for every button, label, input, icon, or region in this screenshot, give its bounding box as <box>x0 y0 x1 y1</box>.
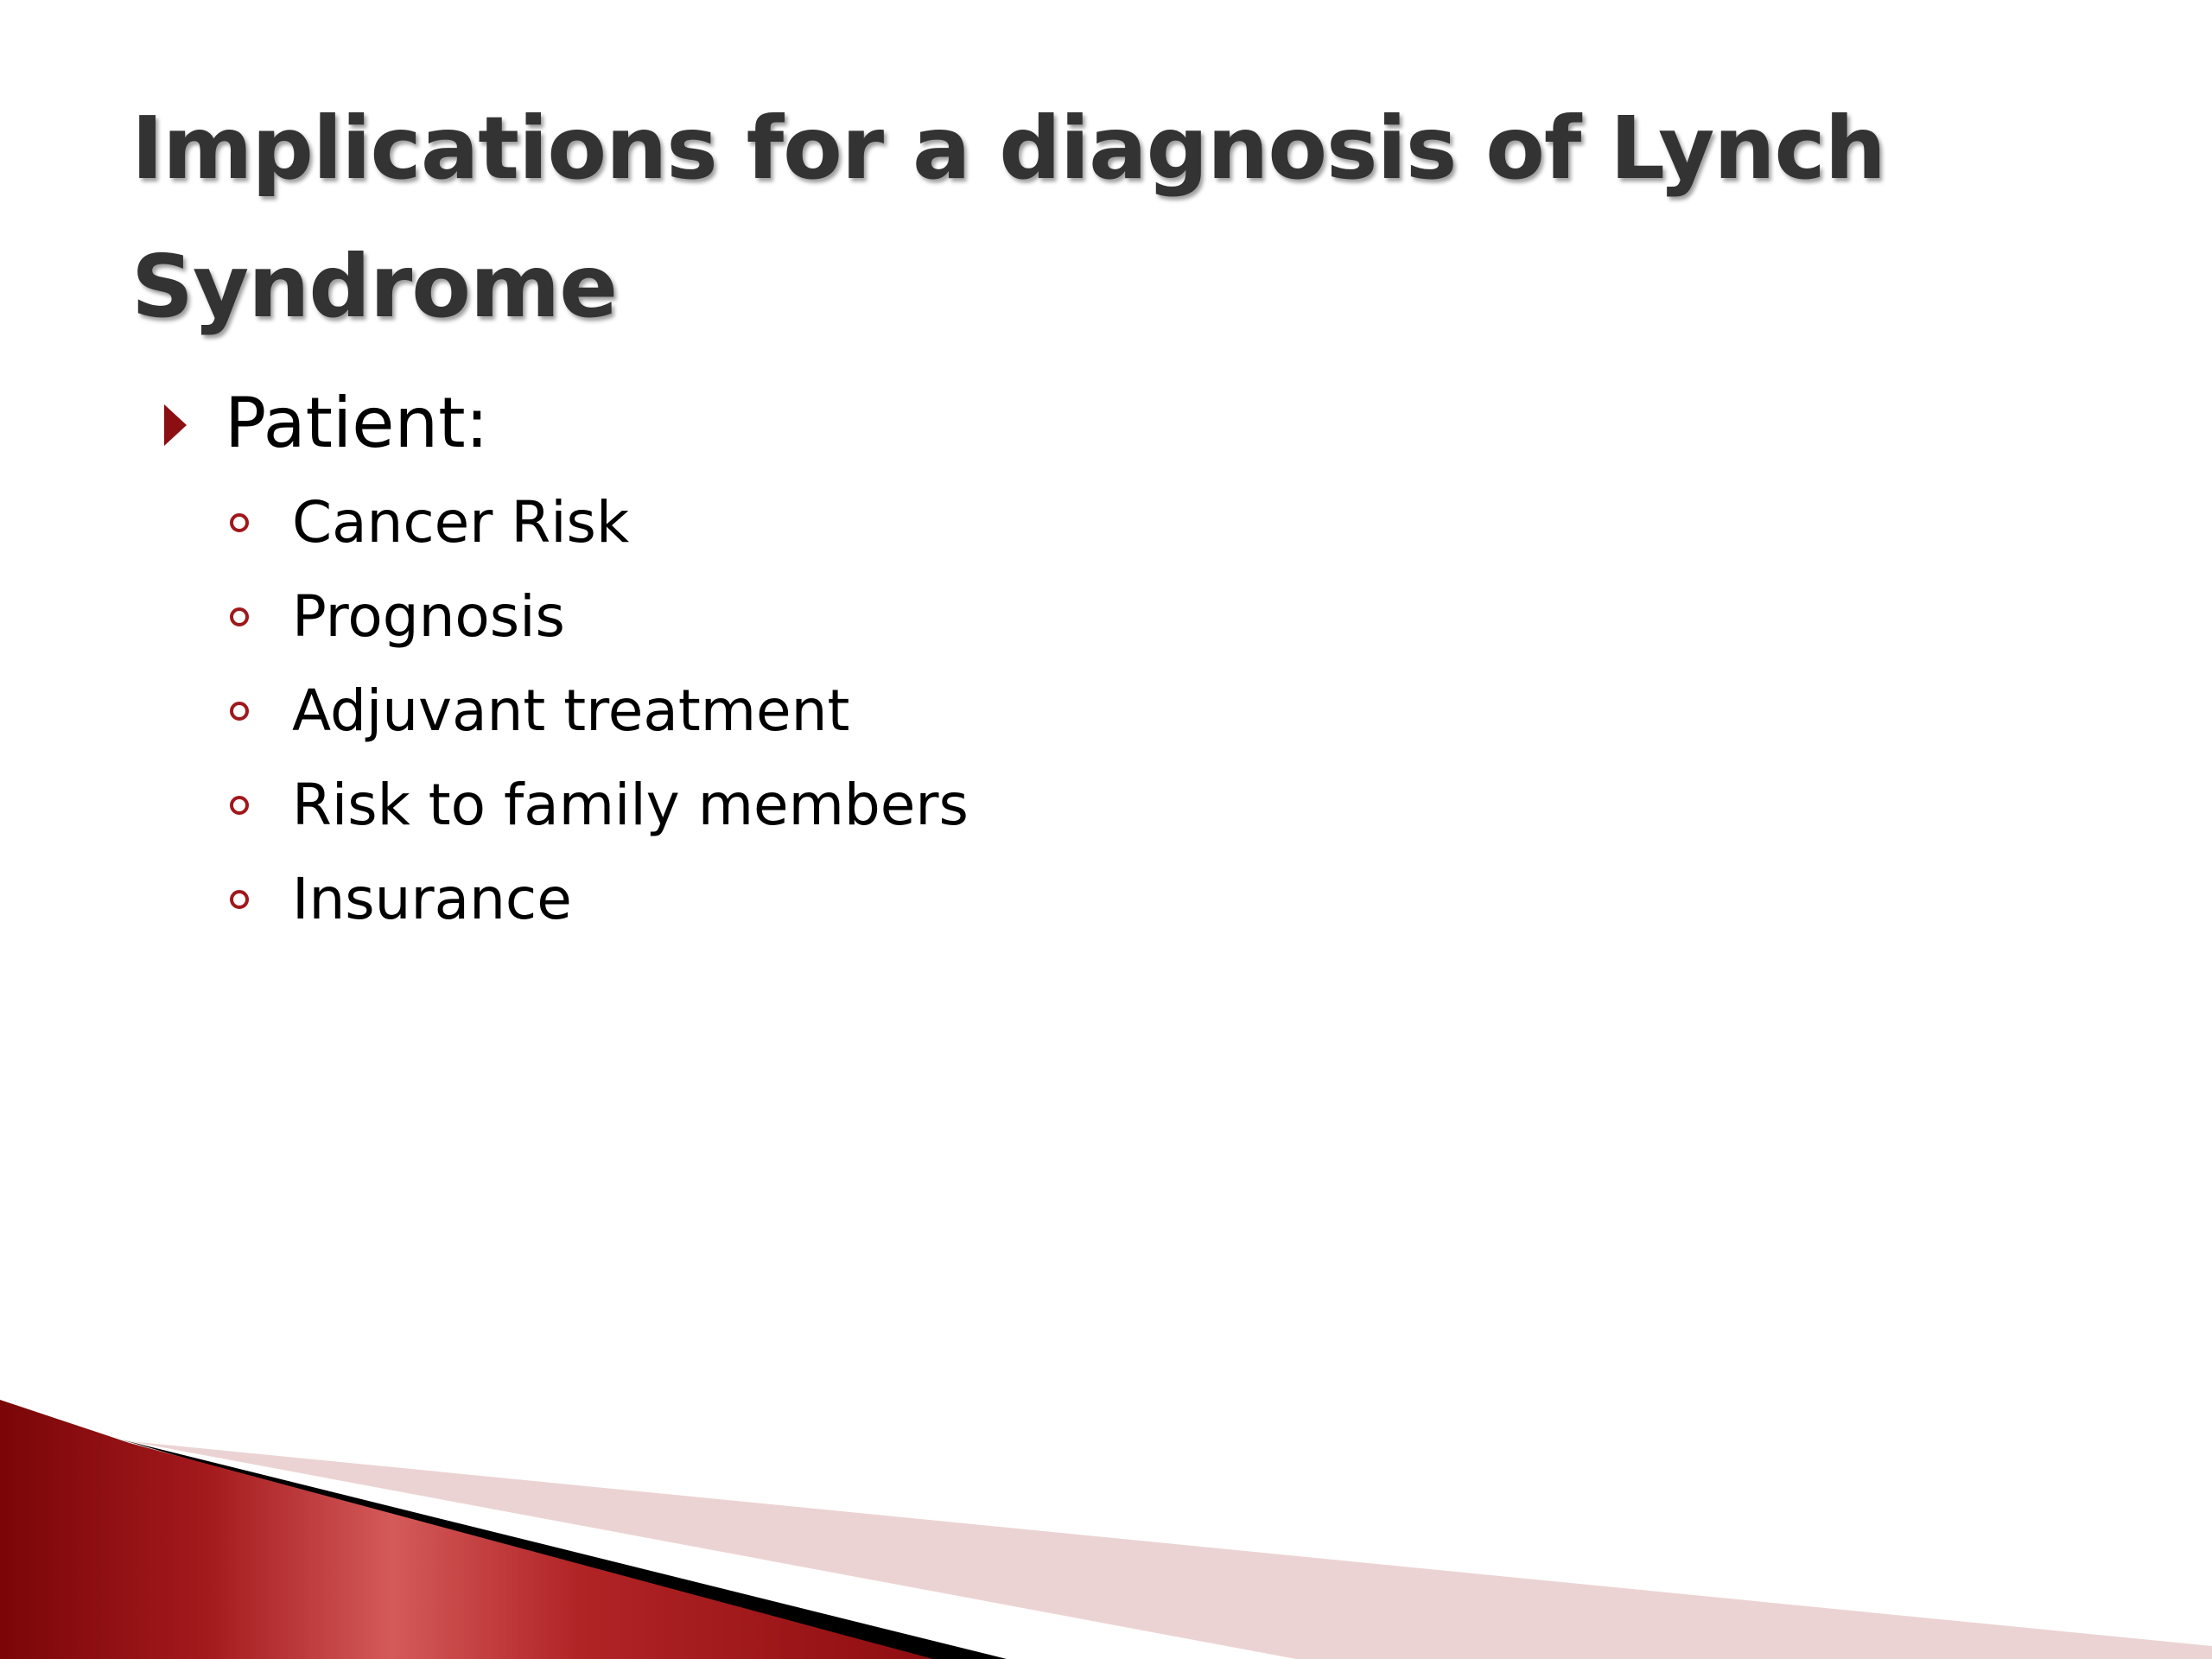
circle-bullet-icon <box>230 607 249 626</box>
circle-bullet-icon <box>230 796 249 815</box>
sub-bullet-label: Cancer Risk <box>292 489 630 556</box>
sub-bullet-label: Insurance <box>292 866 572 932</box>
circle-bullet-icon <box>230 702 249 721</box>
sub-bullet-label: Adjuvant treatment <box>292 677 850 744</box>
corner-swoosh-decoration <box>0 1382 2212 1659</box>
sub-bullet-item <box>230 766 969 844</box>
sub-bullet-label: Risk to family members <box>292 772 969 838</box>
bullet-label: Patient: <box>225 383 489 463</box>
circle-bullet-icon <box>230 890 249 909</box>
bullet-item-patient <box>164 380 489 467</box>
sub-bullet-item <box>230 578 565 656</box>
sub-bullet-item <box>230 672 849 750</box>
slide-title: Implications for a diagnosis of Lynch Syndrome <box>131 98 1885 337</box>
sub-bullet-item <box>230 861 572 938</box>
circle-bullet-icon <box>230 513 249 532</box>
sub-bullet-item <box>230 484 629 562</box>
triangle-bullet-icon <box>164 404 187 446</box>
sub-bullet-label: Prognosis <box>292 583 565 650</box>
